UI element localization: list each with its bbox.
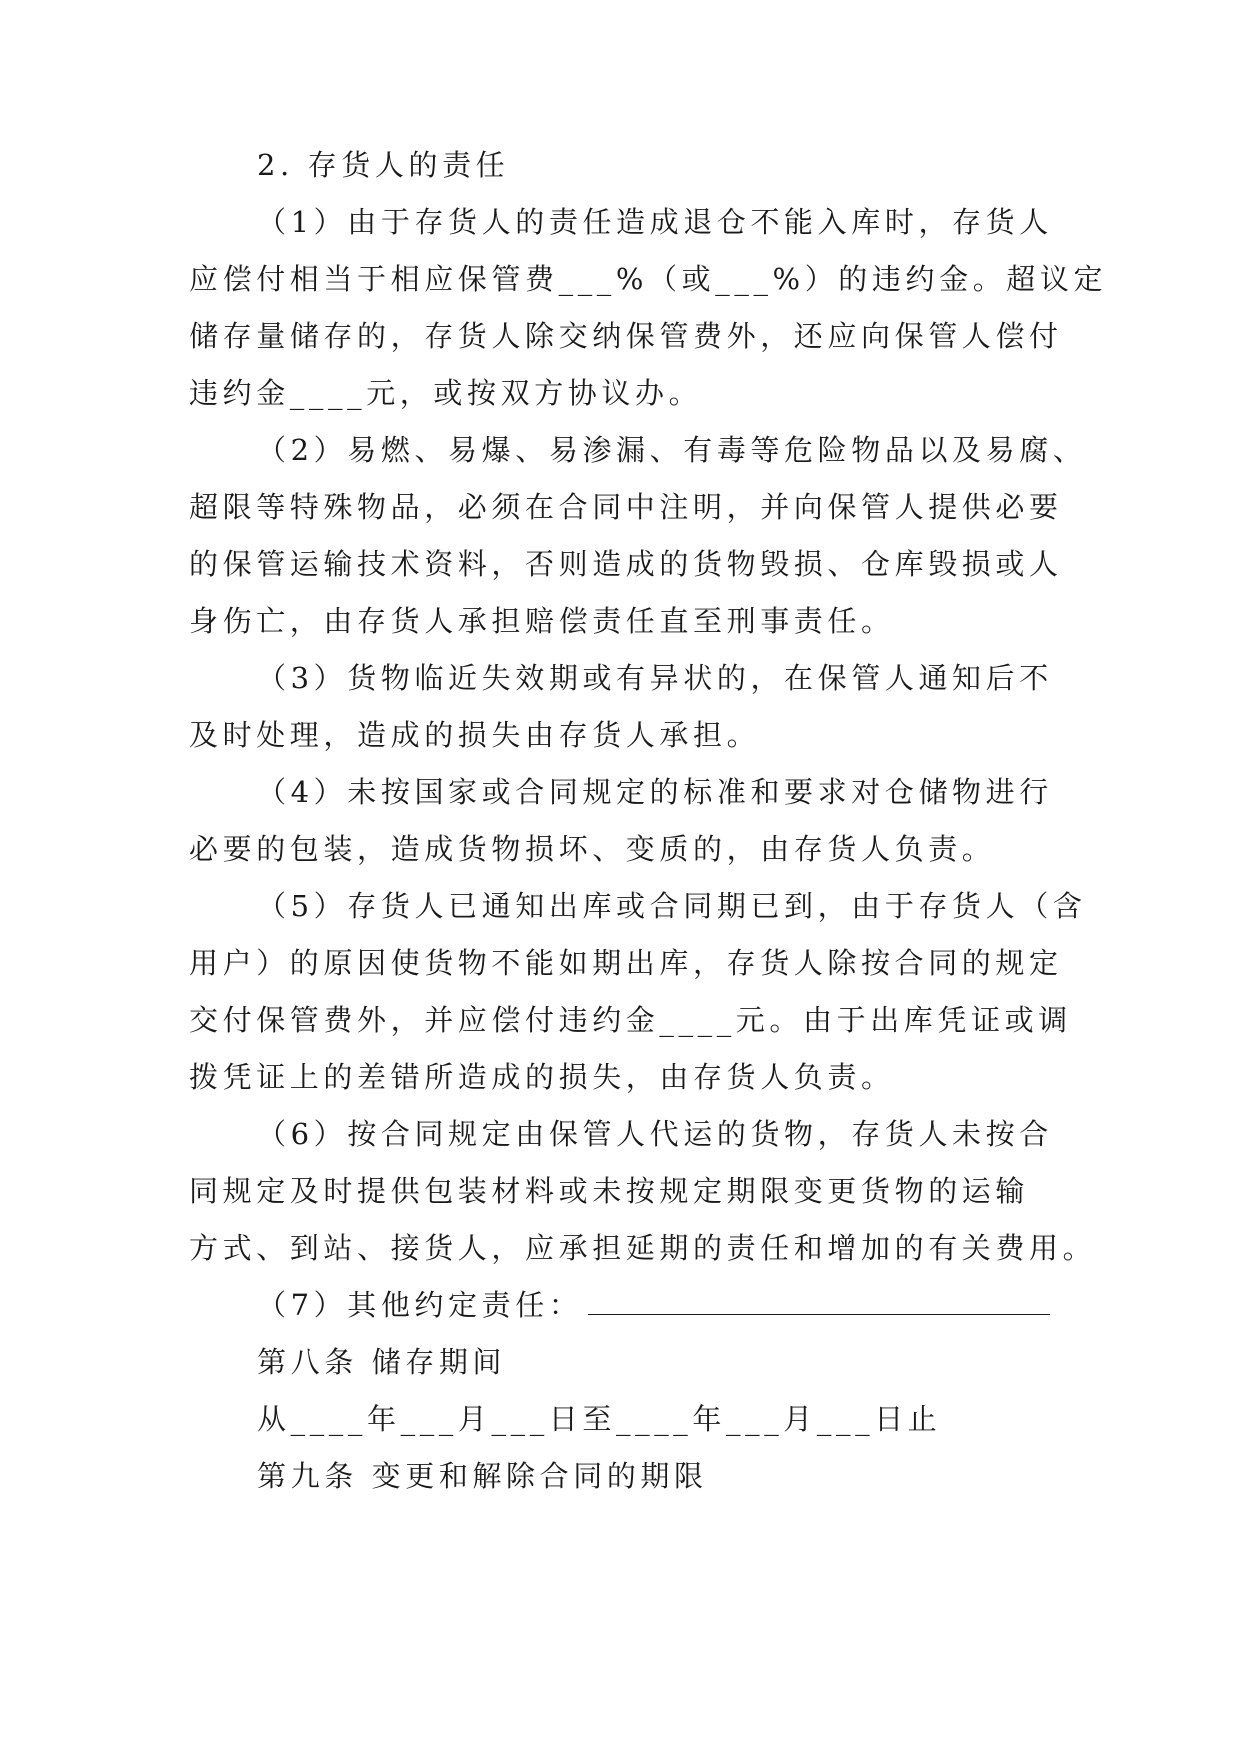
paragraph-line: （3）货物临近失效期或有异状的，在保管人通知后不 [257,661,1053,695]
other-responsibility-line [257,1285,1050,1325]
paragraph-line: 应偿付相当于相应保管费___%（或___%）的违约金。超议定 [189,262,1108,296]
paragraph-line: （4）未按国家或合同规定的标准和要求对仓储物进行 [257,775,1053,809]
paragraph-line: （5）存货人已通知出库或合同期已到，由于存货人（含 [257,889,1087,923]
paragraph-line: （6）按合同规定由保管人代运的货物，存货人未按合 [257,1117,1053,1151]
paragraph-line: 及时处理，造成的损失由存货人承担。 [189,718,761,752]
paragraph-line: 同规定及时提供包装材料或未按规定期限变更货物的运输 [189,1174,1030,1208]
paragraph-line: 身伤亡，由存货人承担赔偿责任直至刑事责任。 [189,604,895,638]
article-8-title: 第八条 储存期间 [257,1345,507,1379]
paragraph-line: 必要的包装，造成货物损坏、变质的，由存货人负责。 [189,832,996,866]
fill-in-blank [588,1292,1050,1315]
paragraph-line: （7）其他约定责任： [257,1288,583,1322]
paragraph-line: 储存量储存的，存货人除交纳保管费外，还应向保管人偿付 [189,319,1063,353]
paragraph-line: 拨凭证上的差错所造成的损失，由存货人负责。 [189,1060,895,1094]
paragraph-line: 用户）的原因使货物不能如期出库，存货人除按合同的规定 [189,946,1063,980]
paragraph-line: 违约金____元，或按双方协议办。 [189,376,703,410]
paragraph-line: （1）由于存货人的责任造成退仓不能入库时，存货人 [257,205,1053,239]
section-heading: 2. 存货人的责任 [257,148,510,182]
paragraph-line: （2）易燃、易爆、易渗漏、有毒等危险物品以及易腐、 [257,433,1087,467]
paragraph-line: 交付保管费外，并应偿付违约金____元。由于出库凭证或调 [189,1003,1072,1037]
paragraph-line: 方式、到站、接货人，应承担延期的责任和增加的有关费用。 [189,1231,1097,1265]
article-9-title: 第九条 变更和解除合同的期限 [257,1459,708,1493]
paragraph-line: 的保管运输技术资料，否则造成的货物毁损、仓库毁损或人 [189,547,1063,581]
storage-period-line: 从____年___月___日至____年___月___日止 [257,1402,942,1436]
paragraph-line: 超限等特殊物品，必须在合同中注明，并向保管人提供必要 [189,490,1063,524]
